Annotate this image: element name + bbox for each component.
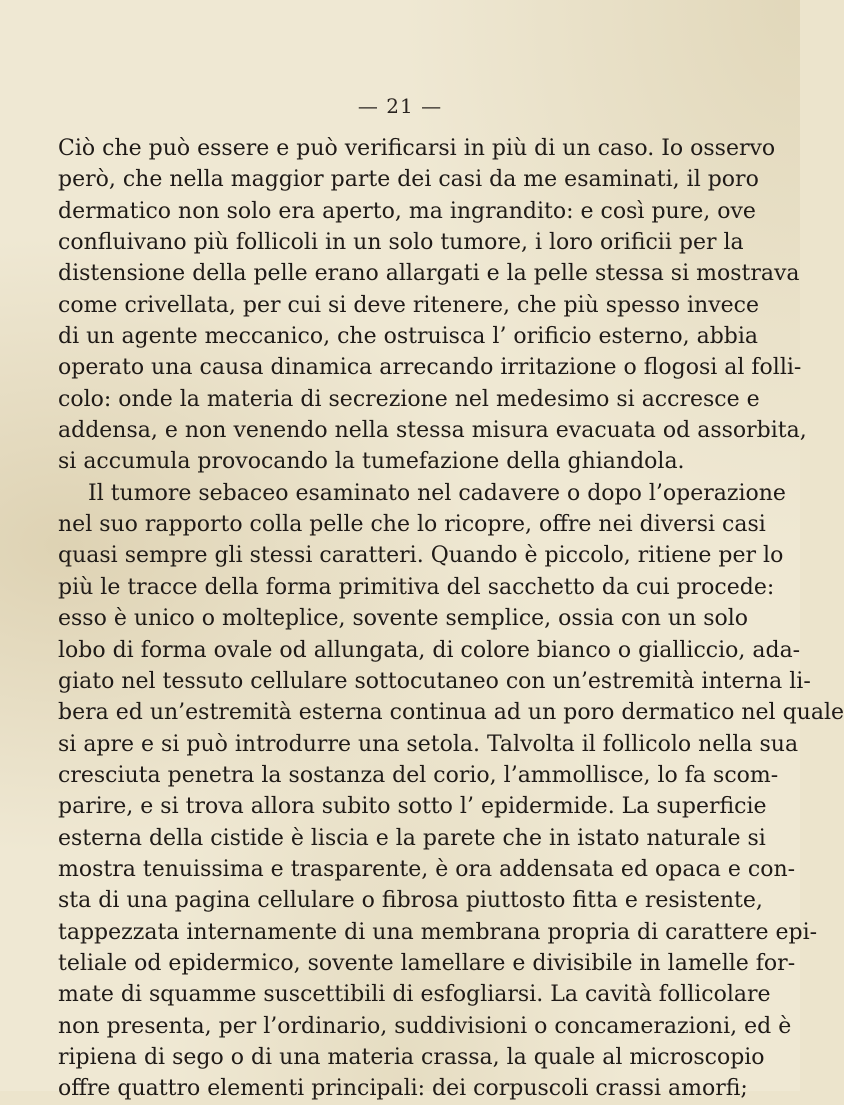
text-line: Il tumore sebaceo esaminato nel cadavere o dopo l’operazione bbox=[88, 480, 786, 506]
text-line: teliale od epidermico, sovente lamellare e divisibile in lamelle for- bbox=[58, 950, 796, 976]
text-line: distensione della pelle erano allargati e la pelle stessa si mostrava bbox=[58, 261, 800, 287]
text-line: operato una causa dinamica arrecando irritazione o flogosi al folli- bbox=[58, 355, 802, 381]
text-line: mate di squamme suscettibili di esfogliarsi. La cavità follicolare bbox=[58, 982, 771, 1008]
text-line: di un agente meccanico, che ostruisca l’ orificio esterno, abbia bbox=[58, 324, 759, 350]
text-line: si accumula provocando la tumefazione della ghiandola. bbox=[58, 449, 685, 475]
text-line: dermatico non solo era aperto, ma ingrandito: e così pure, ove bbox=[58, 198, 756, 224]
text-line: esterna della cistide è liscia e la parete che in istato naturale si bbox=[58, 825, 766, 851]
text-line: sta di una pagina cellulare o fibrosa piuttosto fitta e resistente, bbox=[58, 888, 763, 914]
text-line: come crivellata, per cui si deve ritenere, che più spesso invece bbox=[58, 292, 760, 318]
text-line: ripiena di sego o di una materia crassa, la quale al microscopio bbox=[58, 1044, 765, 1070]
text-line: mostra tenuissima e trasparente, è ora addensata ed opaca e con- bbox=[58, 856, 796, 882]
text-line: tappezzata internamente di una membrana propria di carattere epi- bbox=[58, 919, 818, 945]
text-line: parire, e si trova allora subito sotto l’ epidermide. La superficie bbox=[58, 794, 767, 820]
text-line: però, che nella maggior parte dei casi da me esaminati, il poro bbox=[58, 167, 759, 193]
text-line: giato nel tessuto cellulare sottocutaneo con un’estremità interna li- bbox=[58, 668, 811, 694]
text-line: esso è unico o molteplice, sovente semplice, ossia con un solo bbox=[58, 606, 749, 632]
text-line: lobo di forma ovale od allungata, di colore bianco o gialliccio, ada- bbox=[58, 637, 801, 663]
text-line: cresciuta penetra la sostanza del corio, l’ammollisce, lo fa scom- bbox=[58, 762, 779, 788]
text-line: quasi sempre gli stessi caratteri. Quando è piccolo, ritiene per lo bbox=[58, 543, 784, 569]
text-line: non presenta, per l’ordinario, suddivisioni o concamerazioni, ed è bbox=[58, 1013, 792, 1039]
text-line: più le tracce della forma primitiva del sacchetto da cui procede: bbox=[58, 574, 775, 600]
text-line: confluivano più follicoli in un solo tumore, i loro orificii per la bbox=[58, 230, 744, 256]
text-line: si apre e si può introdurre una setola. Talvolta il follicolo nella sua bbox=[58, 731, 799, 757]
text-line: bera ed un’estremità esterna continua ad un poro dermatico nel quale bbox=[58, 700, 844, 726]
text-line: addensa, e non venendo nella stessa misura evacuata od assorbita, bbox=[58, 418, 807, 444]
text-line: Ciò che può essere e può verificarsi in più di un caso. Io osservo bbox=[58, 136, 776, 161]
text-line: offre quattro elementi principali: dei corpuscoli crassi amorfi; bbox=[58, 1076, 748, 1102]
text-line: colo: onde la materia di secrezione nel medesimo si accresce e bbox=[58, 386, 760, 412]
page-body-text bbox=[58, 133, 844, 1105]
text-line: nel suo rapporto colla pelle che lo ricopre, offre nei diversi casi bbox=[58, 512, 766, 538]
page-number: — 21 — bbox=[357, 94, 443, 118]
